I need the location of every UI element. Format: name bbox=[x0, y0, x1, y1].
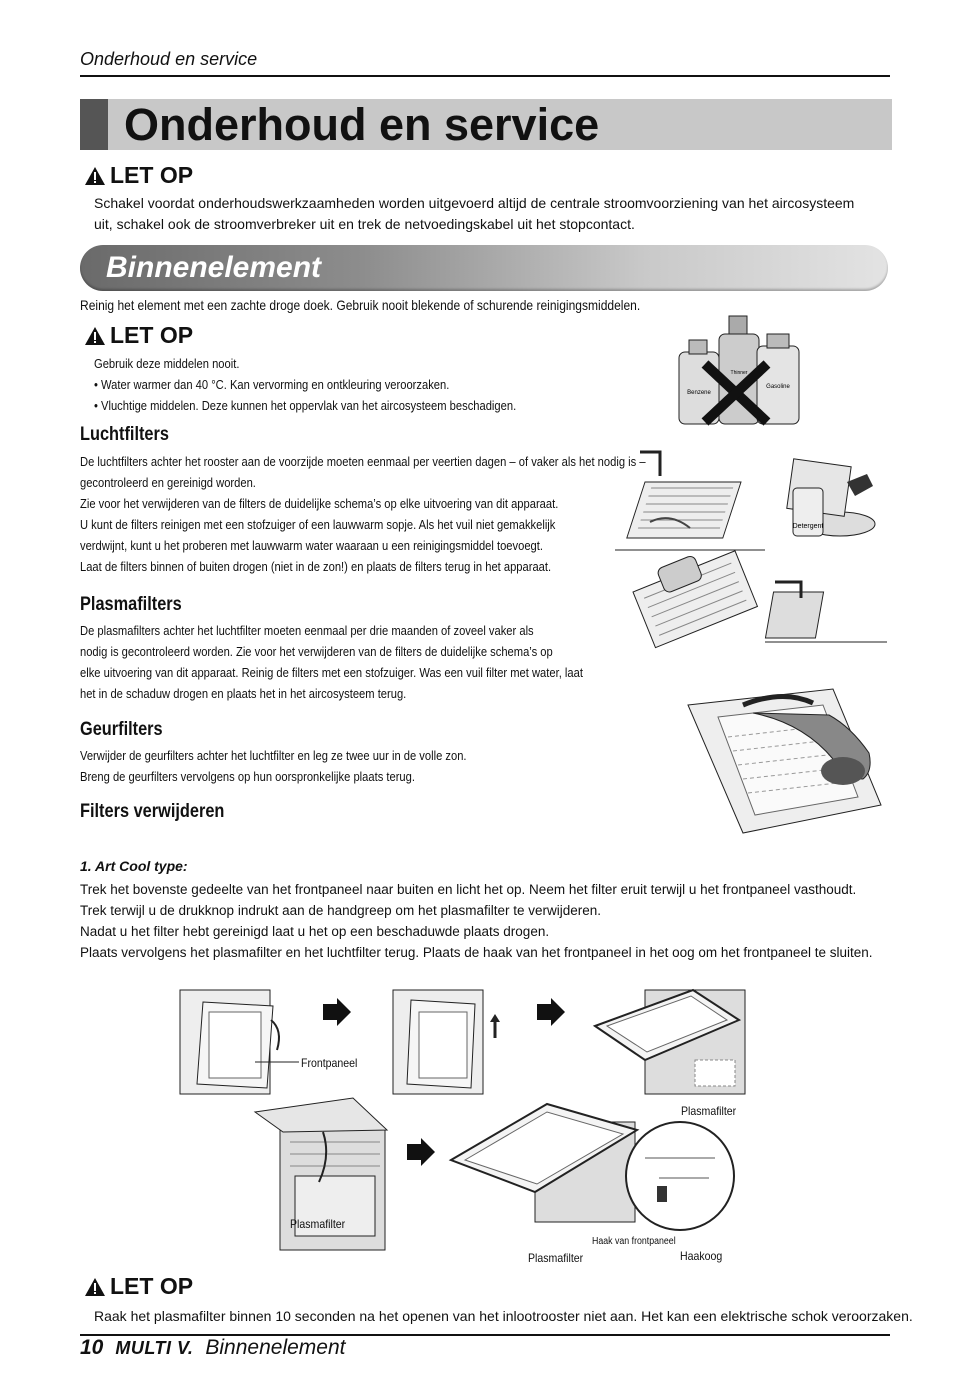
caution-label-3: LET OP bbox=[110, 1273, 194, 1299]
caution-heading-2 bbox=[84, 322, 193, 349]
warning-icon bbox=[84, 166, 106, 186]
label-haakoog: Haakoog bbox=[680, 1249, 723, 1263]
text-line: verdwijnt, kunt u het proberen met lauwwarm water waaraan u een reinigingsmiddel toevoegt. bbox=[80, 538, 543, 553]
caution-text-2 bbox=[94, 353, 516, 416]
text-line: U kunt de filters reinigen met een stofzuiger of een lauwwarm sopje. Als het vuil niet gemakkelijk bbox=[80, 517, 556, 532]
luchtfilters-text bbox=[80, 451, 646, 577]
plasmafilters-text bbox=[80, 620, 583, 704]
art-cool-heading: 1. Art Cool type: bbox=[80, 858, 188, 874]
geurfilters-text bbox=[80, 745, 467, 787]
bottle-label: Thinner bbox=[730, 370, 748, 376]
bottle-label: Benzene bbox=[687, 390, 711, 396]
page-title: Onderhoud en service bbox=[124, 99, 600, 150]
detergent-label: Detergent bbox=[792, 523, 824, 530]
text-line: Breng de geurfilters vervolgens op hun oorspronkelijke plaats terug. bbox=[80, 769, 415, 784]
warning-icon bbox=[84, 1277, 106, 1297]
page-number: 10 bbox=[80, 1336, 104, 1359]
text-line: Plaats vervolgens het plasmafilter en het luchtfilter terug. Plaats de haak van het frontpaneel in het oog om het frontpaneel te sluiten. bbox=[80, 945, 873, 960]
forbidden-solvents-illustration bbox=[675, 312, 805, 427]
geurfilters-heading: Geurfilters bbox=[80, 719, 163, 740]
footer-section: Binnenelement bbox=[205, 1336, 346, 1359]
label-haak-van-frontpaneel: Haak van frontpaneel bbox=[592, 1236, 676, 1247]
caution-heading-1 bbox=[84, 162, 193, 189]
text-line: Nadat u het filter hebt gereinigd laat u het op een beschaduwde plaats drogen. bbox=[80, 924, 550, 939]
text-line: gecontroleerd en gereinigd worden. bbox=[80, 475, 256, 490]
caution-label-2: LET OP bbox=[110, 322, 194, 348]
bottle-label: Gasoline bbox=[766, 384, 790, 390]
footer bbox=[80, 1336, 345, 1360]
text-line: De luchtfilters achter het rooster aan de voorzijde moeten eenmaal per veertien dagen – of vaker als het nodig is – bbox=[80, 454, 646, 469]
text-line: Verwijder de geurfilters achter het luchtfilter en leg ze twee uur in de volle zon. bbox=[80, 748, 467, 763]
section-banner bbox=[80, 245, 888, 291]
caution-text-1 bbox=[94, 193, 854, 235]
label-plasmafilter: Plasmafilter bbox=[681, 1104, 737, 1118]
text-line: Zie voor het verwijderen van de filters de duidelijke schema’s op elke uitvoering van dit apparaat. bbox=[80, 496, 559, 511]
running-header: Onderhoud en service bbox=[80, 49, 258, 69]
warning-icon bbox=[84, 326, 106, 346]
text-line: het in de schaduw drogen en plaats het in het aircosysteem terug. bbox=[80, 686, 407, 701]
section-intro: Reinig het element met een zachte droge doek. Gebruik nooit blekende of schurende reinigingsmiddelen. bbox=[80, 297, 641, 313]
luchtfilters-heading: Luchtfilters bbox=[80, 424, 169, 445]
caution-label-1: LET OP bbox=[110, 162, 194, 188]
caution-line: • Vluchtige middelen. Deze kunnen het oppervlak van het aircosysteem beschadigen. bbox=[94, 398, 517, 413]
caution-heading-3 bbox=[84, 1273, 193, 1300]
step-2-unit bbox=[393, 990, 500, 1094]
label-plasmafilter: Plasmafilter bbox=[290, 1217, 346, 1231]
section-title: Binnenelement bbox=[106, 251, 322, 284]
text-line: De plasmafilters achter het luchtfilter moeten eenmaal per drie maanden of zoveel vaker als bbox=[80, 623, 534, 638]
step-1-unit bbox=[180, 990, 299, 1094]
title-bar bbox=[80, 99, 892, 150]
brand-logo: MULTI V. bbox=[115, 1337, 194, 1358]
vacuum-cleaning-illustration bbox=[683, 687, 888, 837]
filters-verwijderen-heading: Filters verwijderen bbox=[80, 801, 225, 822]
filter-removal-diagram bbox=[175, 980, 760, 1270]
caution-line: Gebruik deze middelen nooit. bbox=[94, 356, 240, 371]
text-line: Laat de filters binnen of buiten drogen (niet in de zon!) en plaats de filters terug in het apparaat. bbox=[80, 559, 552, 574]
text-line: nodig is gecontroleerd worden. Zie voor het verwijderen van de filters de duidelijke schema’s op bbox=[80, 644, 553, 659]
text-line: Trek het bovenste gedeelte van het frontpaneel naar buiten en licht het op. Neem het filter eruit terwijl u het frontpaneel vasthoudt. bbox=[80, 882, 857, 897]
filter-washing-illustration bbox=[615, 442, 887, 672]
step-5-unit bbox=[451, 1104, 737, 1230]
caution-text-3: Raak het plasmafilter binnen 10 seconden na het openen van het inlootrooster niet aan. Het kan een elektrische schok veroorzaken. bbox=[94, 1308, 913, 1324]
label-frontpaneel: Frontpaneel bbox=[301, 1056, 358, 1070]
caution-line: Schakel voordat onderhoudswerkzaamheden worden uitgevoerd altijd de centrale stroomvoorziening van het aircosysteem bbox=[94, 195, 855, 211]
text-line: Trek terwijl u de drukknop indrukt aan de handgreep om het plasmafilter te verwijderen. bbox=[80, 903, 602, 918]
step-3-unit bbox=[595, 990, 745, 1094]
text-line: elke uitvoering van dit apparaat. Reinig de filters met een stofzuiger. Was een vuil filter met water, laat bbox=[80, 665, 583, 680]
header-rule bbox=[80, 75, 890, 77]
plasmafilters-heading: Plasmafilters bbox=[80, 594, 182, 615]
label-plasmafilter: Plasmafilter bbox=[528, 1251, 584, 1265]
title-bar-accent bbox=[80, 99, 108, 150]
art-cool-text bbox=[80, 879, 873, 963]
caution-line: uit, schakel ook de stroomverbreker uit en trek de netvoedingskabel uit het stopcontact. bbox=[94, 216, 635, 232]
caution-line: • Water warmer dan 40 °C. Kan vervorming en ontkleuring veroorzaken. bbox=[94, 377, 450, 392]
